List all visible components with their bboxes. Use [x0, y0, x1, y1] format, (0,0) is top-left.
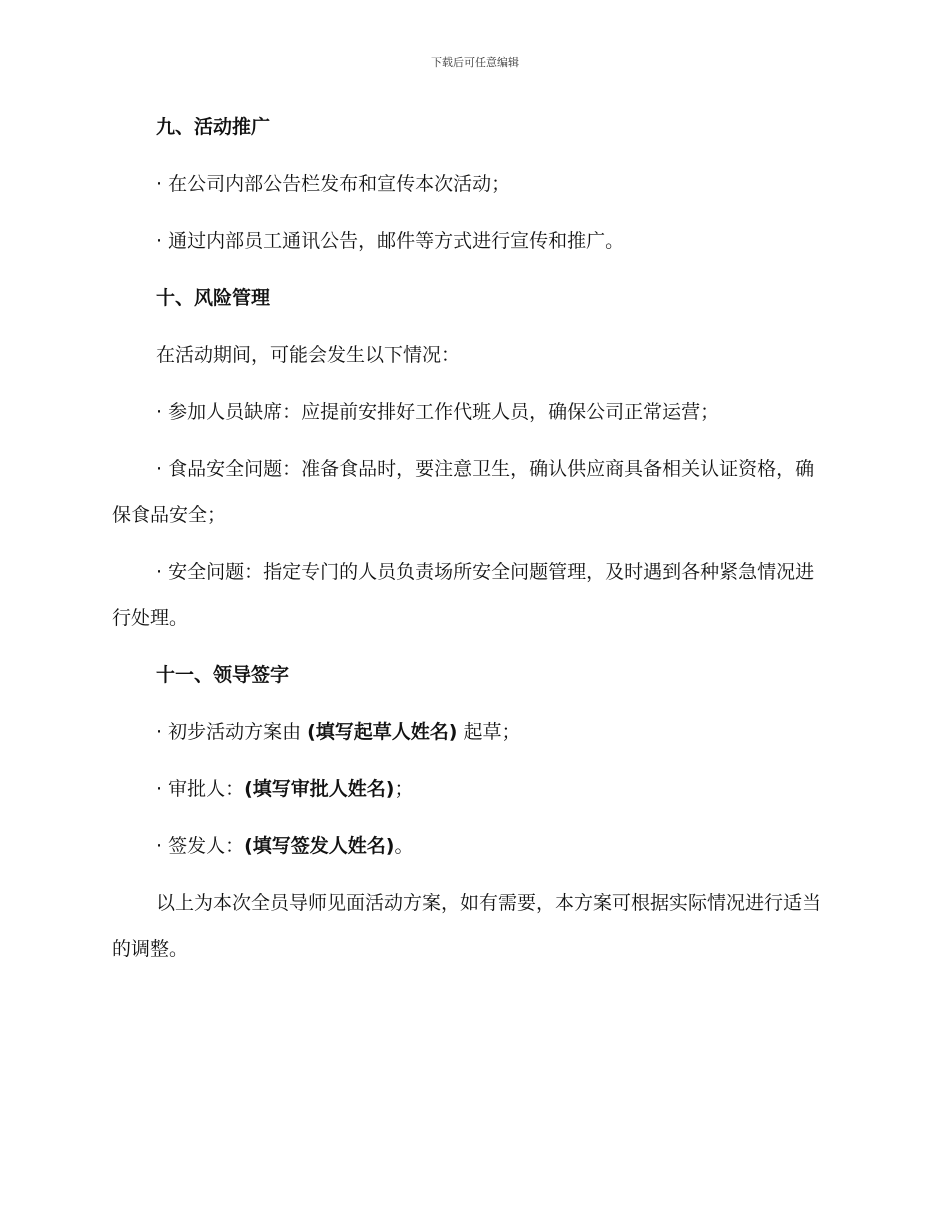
placeholder-approver-name: (填写审批人姓名)	[244, 778, 395, 800]
list-item-issuer	[112, 823, 832, 869]
section-heading-risk: 十、风险管理	[156, 287, 271, 309]
list-item-suffix: 。	[394, 835, 414, 857]
list-item-suffix: 起草；	[457, 721, 521, 743]
list-item: · 在公司内部公告栏发布和宣传本次活动；	[156, 173, 511, 195]
page-header: 下载后可任意编辑	[431, 56, 519, 69]
list-item-approver	[112, 766, 832, 812]
list-item: · 参加人员缺席：应提前安排好工作代班人员，确保公司正常运营；	[156, 401, 720, 423]
document-body	[112, 104, 832, 983]
list-item-prefix: · 初步活动方案由	[156, 721, 308, 743]
list-item-prefix: · 签发人：	[156, 835, 245, 857]
section-heading-promotion: 九、活动推广	[156, 116, 271, 138]
list-item-prefix: · 审批人：	[156, 778, 245, 800]
placeholder-drafter-name: (填写起草人姓名)	[307, 721, 458, 743]
placeholder-issuer-name: (填写签发人姓名)	[244, 835, 395, 857]
list-item-suffix: ；	[394, 778, 414, 800]
list-item: · 通过内部员工通讯公告，邮件等方式进行宣传和推广。	[156, 230, 625, 252]
paragraph-risk-intro: 在活动期间，可能会发生以下情况：	[156, 344, 461, 366]
list-item: · 安全问题：指定专门的人员负责场所安全问题管理，及时遇到各种紧急情况进行处理。	[112, 561, 815, 629]
section-heading-signature: 十一、领导签字	[156, 664, 290, 686]
list-item: · 食品安全问题：准备食品时，要注意卫生，确认供应商具备相关认证资格，确保食品安全；	[112, 458, 815, 526]
paragraph-closing: 以上为本次全员导师见面活动方案，如有需要，本方案可根据实际情况进行适当的调整。	[112, 892, 822, 960]
list-item-drafter	[112, 709, 832, 755]
